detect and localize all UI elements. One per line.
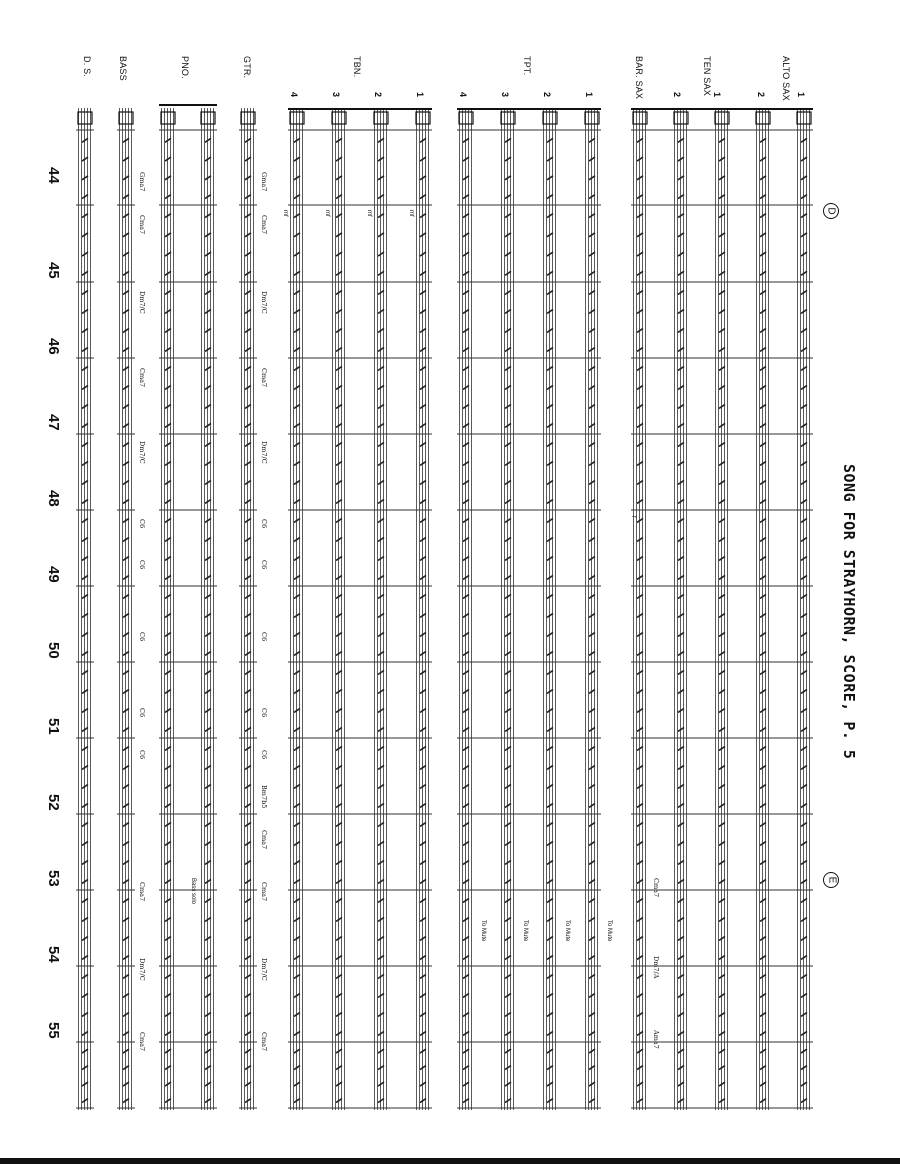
dynamic-marking: mf: [366, 210, 372, 217]
instrument-label-pno: PNO.: [180, 56, 190, 79]
staff-bass: [119, 108, 133, 1110]
measure-number: 49: [45, 566, 62, 583]
staff-alto-sax-1: [797, 108, 811, 1110]
staff-number: 1: [796, 92, 806, 98]
system-bracket-tbn: [288, 108, 432, 110]
staff-number: 4: [289, 92, 299, 98]
staff-tpt-4: [459, 108, 473, 1110]
measure-number: 51: [45, 718, 62, 735]
staff-number: 3: [500, 92, 510, 98]
staff-pno-bass: [161, 108, 175, 1110]
chord-symbol: Gma7: [138, 172, 146, 192]
staff-ten-sax-2: [674, 108, 688, 1110]
staff-ten-sax-1: [715, 108, 729, 1110]
measure-number: 46: [45, 338, 62, 355]
measure-number: 53: [45, 870, 62, 887]
staff-gtr: [241, 108, 255, 1110]
measure-number: 50: [45, 642, 62, 659]
chord-symbol: Cma7: [138, 368, 146, 388]
system-bracket-saxes: [631, 108, 813, 110]
instrument-label-gtr: GTR.: [242, 56, 252, 79]
chord-symbol: Gma7: [260, 172, 268, 192]
chord-symbol: Dm7/C: [260, 958, 268, 981]
staff-tbn-2: [374, 108, 388, 1110]
chord-symbol: C6: [260, 560, 268, 570]
staff-alto-sax-2: [756, 108, 770, 1110]
chord-symbol: Cma7: [652, 878, 660, 898]
to-mute-marking: To Mute: [606, 920, 612, 942]
staff-number: 1: [712, 92, 722, 98]
measure-number: 45: [45, 262, 62, 279]
staff-tpt-3: [501, 108, 515, 1110]
instrument-label-tpt: TPT.: [522, 56, 532, 76]
chord-symbol: Dm7/C: [138, 291, 146, 314]
instrument-label-alto-sax: ALTO SAX: [781, 56, 791, 101]
staff-tbn-1: [416, 108, 430, 1110]
measure-number: 54: [45, 946, 62, 963]
measure-number: 48: [45, 490, 62, 507]
system-bracket-tpt: [457, 108, 601, 110]
chord-symbol: Cma7: [260, 882, 268, 902]
chord-symbol: Cma7: [138, 1032, 146, 1052]
chord-symbol: Cma7: [260, 215, 268, 235]
chord-symbol: Ama7: [652, 1030, 660, 1049]
staff-bar-sax: [633, 108, 647, 1110]
score-title: SONG FOR STRAYHORN, SCORE, P. 5: [840, 464, 858, 760]
chord-symbol: C6: [260, 519, 268, 529]
chord-symbol: Cma7: [260, 368, 268, 388]
staff-number: 3: [331, 92, 341, 98]
chord-symbol: Dm7/C: [138, 441, 146, 464]
chord-symbol: C6: [138, 750, 146, 760]
dynamic-marking: f: [630, 516, 636, 518]
to-mute-marking: To Mute: [480, 920, 486, 942]
measure-number: 44: [45, 167, 62, 184]
measure-number: 52: [45, 794, 62, 811]
dynamic-marking: mf: [282, 210, 288, 217]
instrument-label-ten-sax: TEN SAX: [702, 56, 712, 96]
piano-brace: [159, 104, 217, 106]
staff-number: 2: [373, 92, 383, 98]
staff-number: 4: [458, 92, 468, 98]
to-mute-marking: To Mute: [522, 920, 528, 942]
chord-symbol: Cma7: [138, 882, 146, 902]
chord-symbol: Dm7/C: [138, 958, 146, 981]
staff-number: 2: [672, 92, 682, 98]
chord-symbol: C6: [138, 708, 146, 718]
staff-ds: [78, 108, 92, 1110]
to-mute-marking: To Mute: [564, 920, 570, 942]
chord-symbol: Bm7b5: [260, 785, 268, 809]
rehearsal-mark-e: E: [823, 872, 839, 888]
chord-symbol: Dm7/C: [260, 291, 268, 314]
instrument-label-bar-sax: BAR. SAX: [634, 56, 644, 100]
chord-symbol: Dm7/A: [652, 956, 660, 979]
instrument-label-tbn: TBN.: [352, 56, 362, 78]
chord-symbol: Dm7/C: [260, 441, 268, 464]
staff-number: 1: [584, 92, 594, 98]
measure-number: 47: [45, 414, 62, 431]
chord-symbol: C6: [138, 632, 146, 642]
staff-tbn-3: [332, 108, 346, 1110]
staff-pno-treble: [201, 108, 215, 1110]
chord-symbol: C6: [260, 708, 268, 718]
chord-symbol: C6: [260, 750, 268, 760]
dynamic-marking: mf: [324, 210, 330, 217]
chord-symbol: Cma7: [260, 830, 268, 850]
staff-number: 2: [542, 92, 552, 98]
instrument-label-bass: BASS: [118, 56, 128, 81]
staff-tbn-4: [290, 108, 304, 1110]
chord-symbol: Cma7: [260, 1032, 268, 1052]
chord-symbol: Cma7: [138, 215, 146, 235]
chord-symbol: C6: [138, 519, 146, 529]
rehearsal-mark-d: D: [823, 203, 839, 219]
staff-number: 2: [756, 92, 766, 98]
instrument-label-ds: D. S.: [82, 56, 92, 78]
measure-number: 55: [45, 1022, 62, 1039]
chord-symbol: C6: [260, 632, 268, 642]
staff-number: 1: [415, 92, 425, 98]
staff-tpt-1: [585, 108, 599, 1110]
chord-symbol: C6: [138, 560, 146, 570]
staff-tpt-2: [543, 108, 557, 1110]
bass-solo-marking: Bass solo: [190, 878, 196, 905]
dynamic-marking: mf: [408, 210, 414, 217]
